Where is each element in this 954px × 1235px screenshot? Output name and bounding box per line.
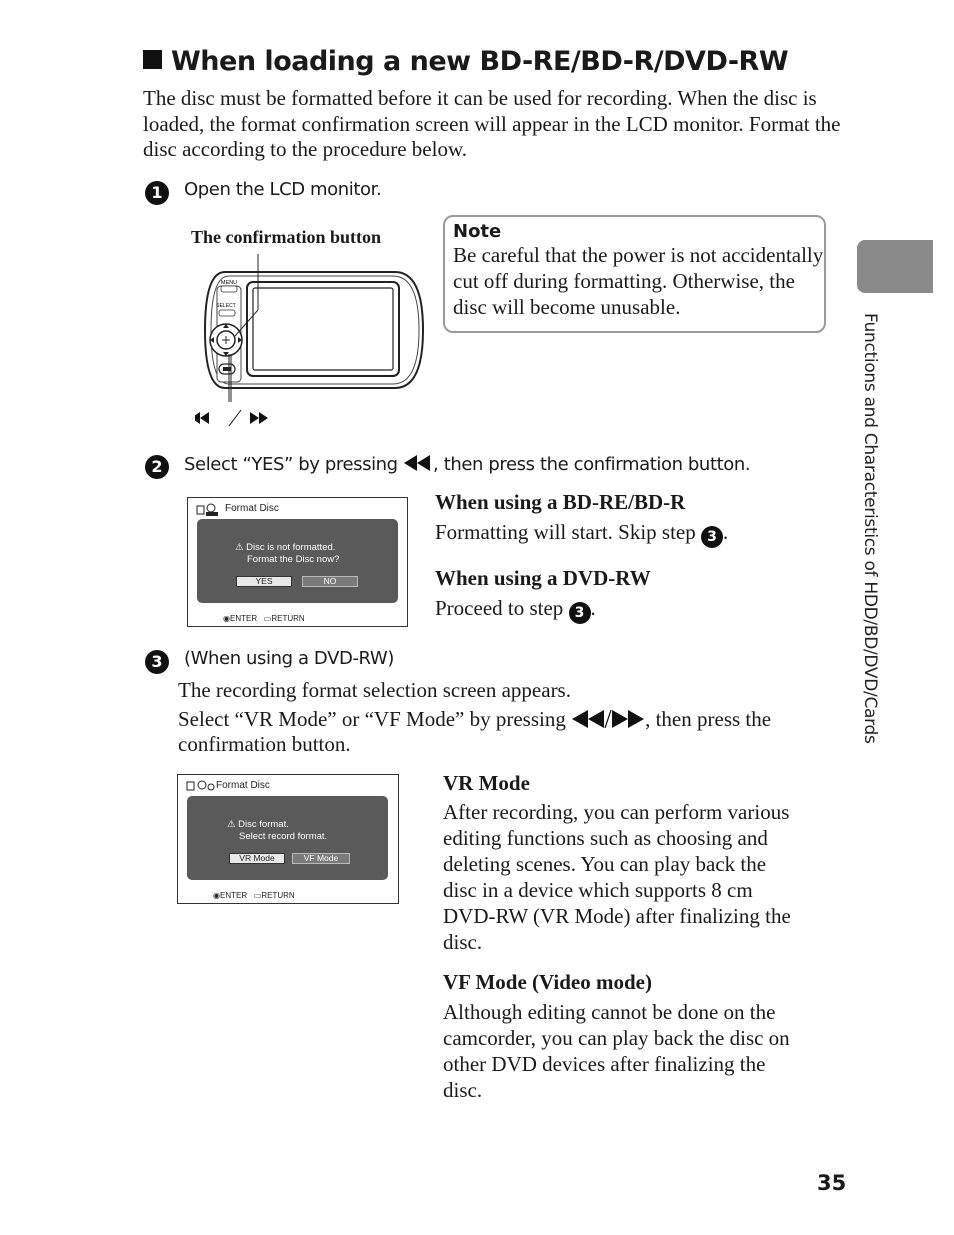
- enter-label: ENTER: [229, 614, 258, 623]
- camera-disc-icon: [186, 779, 216, 793]
- square-bullet-icon: [143, 50, 162, 69]
- enter-icon: ◉: [223, 614, 230, 623]
- yes-button[interactable]: YES: [236, 576, 292, 587]
- record-format-screen: [177, 774, 399, 904]
- vf-mode-heading: VF Mode (Video mode): [443, 970, 652, 994]
- warning-icon: ⚠: [235, 542, 244, 553]
- lcd-header: Format Disc: [225, 503, 279, 514]
- step-3-line-2: [178, 706, 771, 732]
- bd-heading: When using a BD-RE/BD-R: [435, 490, 686, 514]
- rewind-icon: [403, 455, 433, 471]
- step-3-line-1: The recording format selection screen appears.: [178, 678, 571, 702]
- step-2-text: [184, 454, 750, 475]
- warning-icon: ⚠: [227, 819, 236, 830]
- lcd-footer: [223, 614, 305, 623]
- confirmation-button-label: The confirmation button: [191, 227, 382, 247]
- lcd-line-2: Format the Disc now?: [247, 554, 340, 565]
- note-body: Be careful that the power is not accidentally cut off during formatting. Otherwise, the disc will become unusable.: [453, 243, 824, 319]
- enter-label: ENTER: [219, 891, 248, 900]
- step-3-line-3: confirmation button.: [178, 732, 351, 756]
- lcd-message: [227, 819, 327, 843]
- step-2-number: 2: [145, 455, 169, 479]
- step-1-number: 1: [145, 181, 169, 205]
- lcd-line-2: Select record format.: [239, 831, 328, 842]
- step-3-ref-icon: 3: [569, 602, 591, 624]
- select-button: [219, 310, 235, 316]
- vf-mode-button[interactable]: VF Mode: [292, 853, 350, 864]
- step-2-text-after: , then press the confirmation button.: [433, 454, 751, 475]
- format-confirm-screen: [187, 497, 408, 627]
- lcd-line-1: Disc is not formatted.: [246, 542, 336, 553]
- intro-paragraph: The disc must be formatted before it can be used for recording. When the disc is loaded, the format confirmation screen will appear in the LCD monitor. Format the disc according to the procedure below.: [143, 86, 841, 161]
- section-tab: [857, 240, 933, 293]
- lcd-dialog-panel: [197, 519, 398, 603]
- note-title: Note: [453, 221, 502, 242]
- menu-text: MENU: [220, 280, 238, 286]
- return-label: RETURN: [271, 614, 305, 623]
- step-2-text-before: Select “YES” by pressing: [184, 454, 398, 475]
- rewind-fastforward-icon: [571, 710, 645, 728]
- vr-mode-text: After recording, you can perform various editing functions such as choosing and deleting scenes. You can play back the disc in a device which supports 8 cm DVD-RW (VR Mode) after finalizing the disc.: [443, 800, 791, 954]
- step-1-text: Open the LCD monitor.: [184, 179, 382, 200]
- enter-icon: ◉: [213, 891, 220, 900]
- lcd-header: Format Disc: [216, 780, 270, 791]
- vf-mode-text: Although editing cannot be done on the camcorder, you can play back the disc on other DVD devices after finalizing the disc.: [443, 1000, 790, 1102]
- dvd-heading: When using a DVD-RW: [435, 566, 651, 590]
- step-3-text: (When using a DVD-RW): [184, 648, 394, 669]
- camcorder-lcd-illustration: [195, 250, 435, 430]
- bd-text: Formatting will start. Skip step 3 .: [435, 519, 728, 548]
- page-title: [143, 46, 788, 77]
- dvd-text: Proceed to step 3 .: [435, 595, 596, 624]
- return-icon: ▭: [253, 891, 262, 900]
- no-button[interactable]: NO: [302, 576, 358, 587]
- page-number: 35: [817, 1171, 847, 1195]
- return-icon: ▭: [263, 614, 272, 623]
- camera-disc-icon: [196, 503, 220, 517]
- note-box: [443, 215, 826, 333]
- lcd-line-1: Disc format.: [238, 819, 289, 830]
- section-tab-label: Functions and Characteristics of HDD/BD/DVD/Cards: [860, 313, 880, 744]
- menu-button: [221, 286, 237, 292]
- select-text: SELECT: [216, 303, 236, 309]
- dvd-text-main: Proceed to step: [435, 596, 564, 620]
- step-3-line-2-after: , then press the: [645, 707, 772, 731]
- rewind-fastforward-icons: [195, 410, 268, 426]
- bd-text-main: Formatting will start. Skip step: [435, 520, 696, 544]
- step-3-line-2-before: Select “VR Mode” or “VF Mode” by pressing: [178, 707, 566, 731]
- vr-mode-button[interactable]: VR Mode: [229, 853, 285, 864]
- return-label: RETURN: [261, 891, 295, 900]
- step-3-number: 3: [145, 650, 169, 674]
- page-title-text: When loading a new BD-RE/BD-R/DVD-RW: [171, 46, 789, 77]
- lcd-message: [235, 542, 339, 566]
- lcd-dialog-panel: [187, 796, 388, 880]
- vr-mode-heading: VR Mode: [443, 771, 530, 795]
- lcd-footer: [213, 891, 295, 900]
- step-3-ref-icon: 3: [701, 526, 723, 548]
